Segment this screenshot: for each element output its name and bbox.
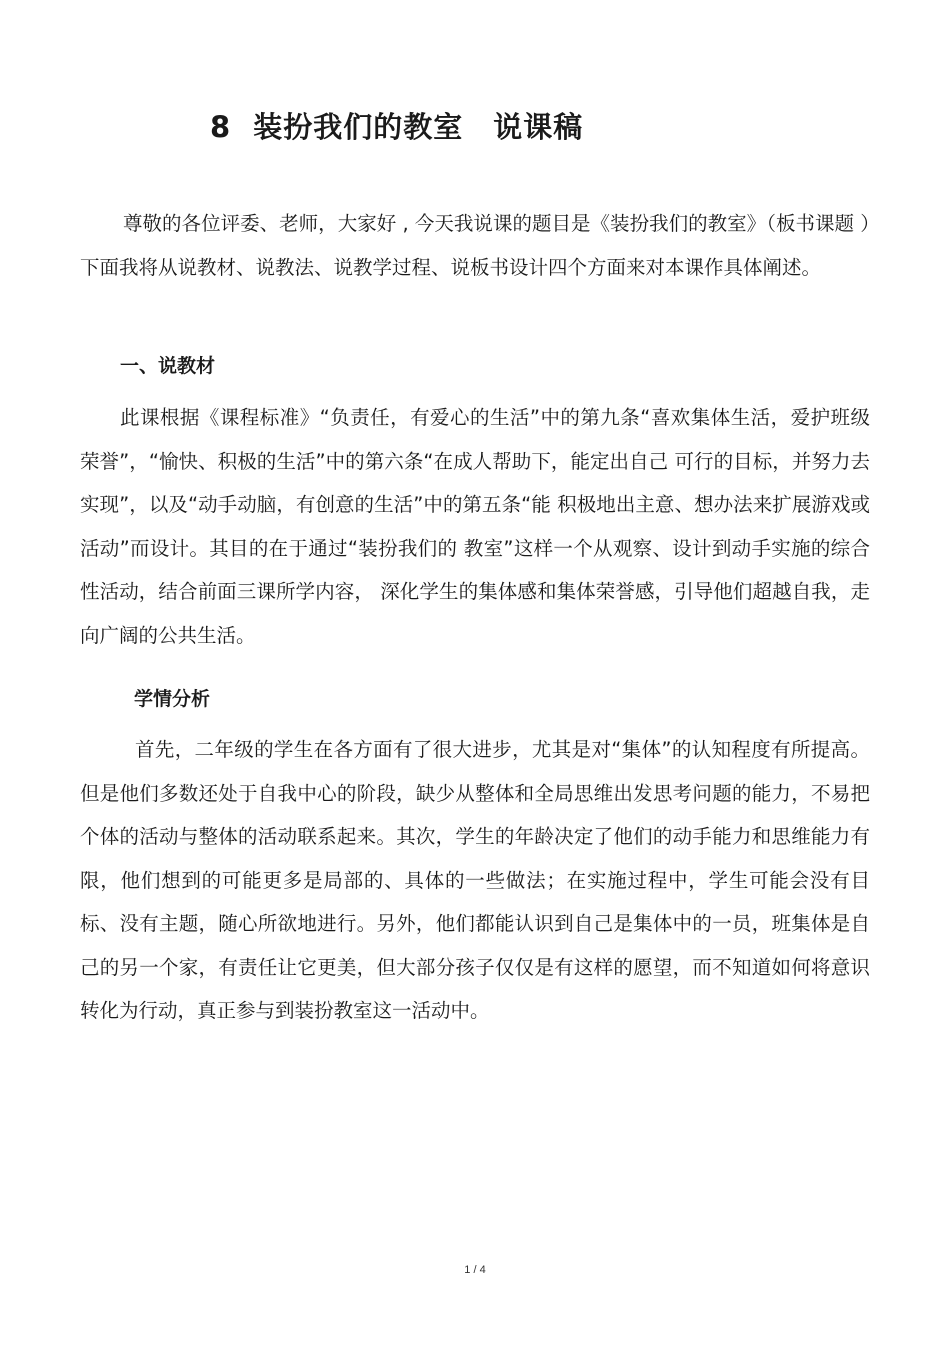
- lesson-number: 8: [210, 110, 232, 145]
- lesson-name: 装扮我们的教室: [253, 110, 464, 145]
- section-heading-teaching-material: 一、说教材: [120, 355, 216, 377]
- page-title: [210, 105, 583, 146]
- section-heading-student-analysis: 学情分析: [134, 688, 211, 710]
- teaching-material-paragraph: 此课根据《课程标准》“负责任，有爱心的生活”中的第九条“喜欢集体生活，爱护班级荣誉”，“愉快、积极的生活”中的第六条“在成人帮助下，能定出自己 可行的目标，并努力去实现”，以及“动手动脑，有创意的生活”中的第五条“能 积极地出主意、想办法来扩展游戏或活动”而设计。其目的在于通过“装扮我们的 教室”这样一个从观察、设计到动手实施的综合性活动，结合前面三课所学内容， 深化学生的集体感和集体荣誉感，引导他们超越自我，走向广阔的公共生活。: [80, 406, 870, 647]
- page-number: 1 / 4: [464, 1264, 486, 1276]
- title-suffix: 说课稿: [493, 110, 584, 145]
- intro-paragraph: 尊敬的各位评委、老师，大家好 , 今天我说课的题目是《装扮我们的教室》（板书课题 ）下面我将从说教材、说教法、说教学过程、说板书设计四个方面来对本课作具体阐述。: [80, 212, 870, 279]
- student-analysis-paragraph: 首先，二年级的学生在各方面有了很大进步，尤其是对“集体”的认知程度有所提高。但是他们多数还处于自我中心的阶段，缺少从整体和全局思维出发思考问题的能力，不易把个体的活动与整体的活动联系起来。其次，学生的年龄决定了他们的动手能力和思维能力有限，他们想到的可能更多是局部的、具体的一些做法；在实施过程中，学生可能会没有目标、没有主题，随心所欲地进行。另外，他们都能认识到自己是集体中的一员，班集体是自己的另一个家，有责任让它更美，但大部分孩子仅仅是有这样的愿望，而不知道如何将意识转化为行动，真正参与到装扮教室这一活动中。: [80, 738, 870, 1022]
